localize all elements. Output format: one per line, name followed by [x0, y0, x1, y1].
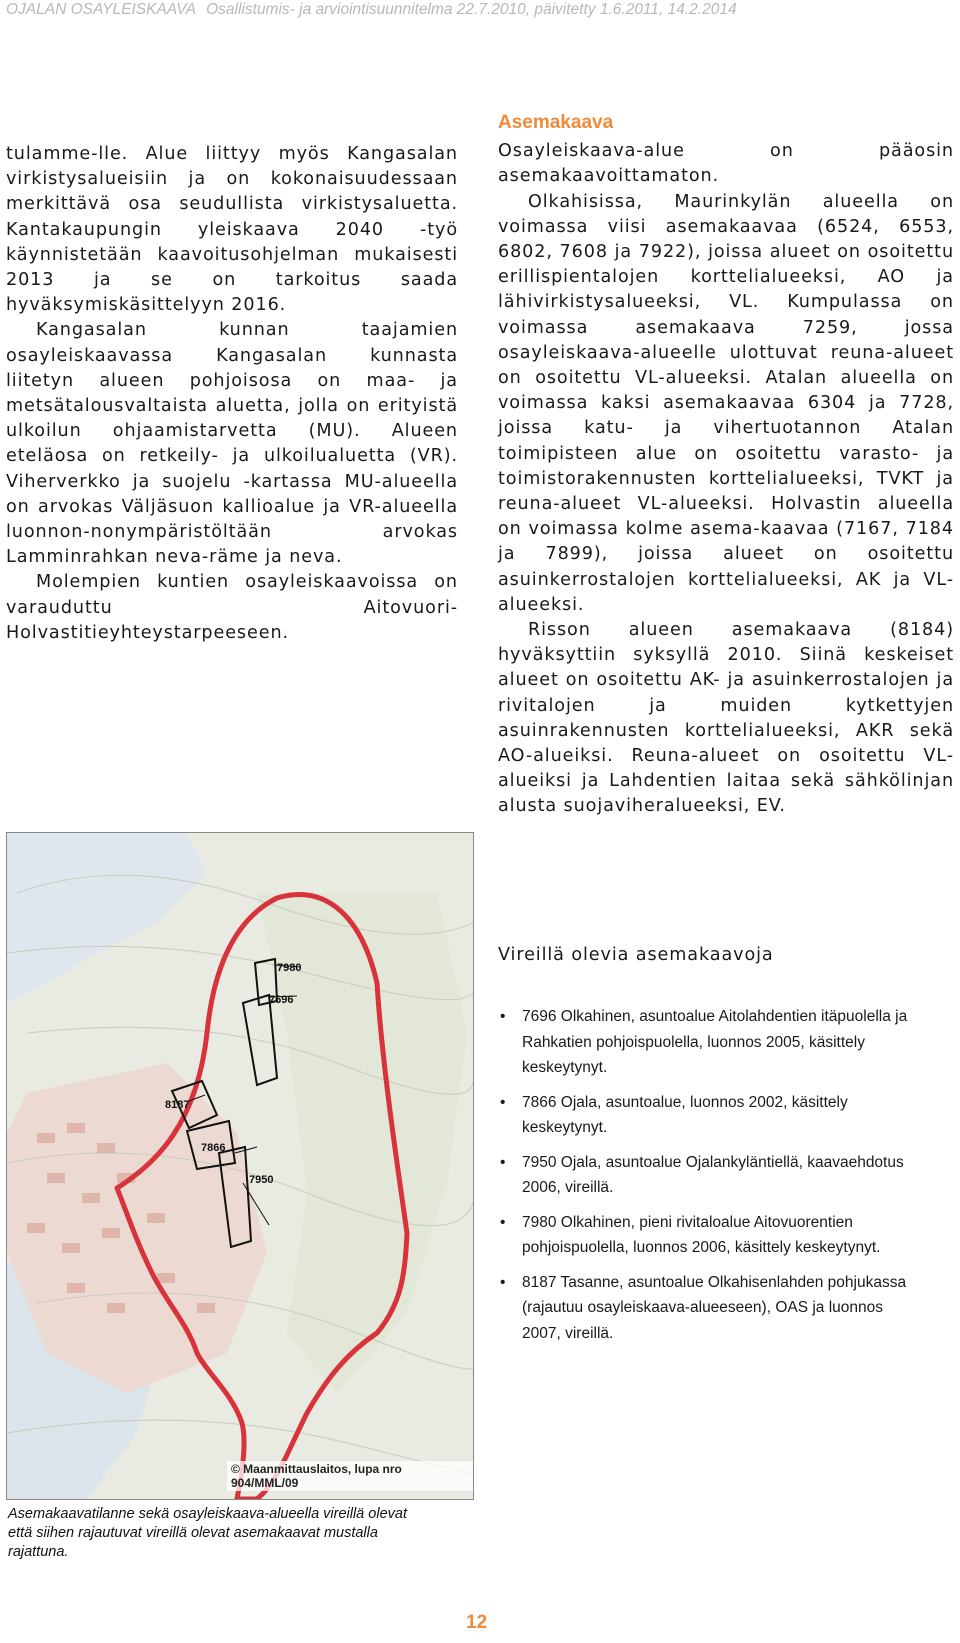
list-item-text: 8187 Tasanne, asuntoalue Olkahisenlahden pohjukassa (rajautuu osayleiskaava-alueeseen), OAS ja luonnos 2007, vireillä.: [522, 1273, 907, 1342]
map-label-7950: 7950: [249, 1174, 274, 1186]
map-credit: © Maanmittauslaitos, lupa nro 904/MML/09: [227, 1461, 473, 1491]
map-label-7696: 7696: [269, 994, 294, 1006]
bullet-icon: •: [500, 1008, 506, 1025]
section-heading-asemakaava: Asemakaava: [498, 112, 614, 133]
bullet-icon: •: [500, 1153, 506, 1171]
list-item: [498, 1090, 918, 1141]
right-paragraph-3: Risson alueen asemakaava (8184) hyväksyttiin syksyllä 2010. Siinä keskeiset alueet on osoitettu AK- ja asuinkerrostalojen ja rivitalojen ja muiden kytkettyjen asuinrakennusten korttelialueeksi, AKR sekä AO-alueiksi. Reuna-alueet on osoitettu VL-alueiksi ja Lahdentien laitaa sekä sähkölinjan alusta suojaviheralueeksi, EV.: [498, 620, 954, 817]
page-number: 12: [466, 1612, 488, 1633]
running-header: [6, 1, 956, 19]
list-item: [498, 1270, 918, 1347]
left-paragraph-1: tulamme-lle. Alue liittyy myös Kangasalan virkistysalueisiin ja on kokonaisuudessaan merkittävä osa seudullista virkistysaluetta. Kantakaupungin yleiskaava 2040 -työ käynnistetään kaavoitusohjelman mukaisesti 2013 ja se on tarkoitus saada hyväksymiskäsittelyyn 2016.: [6, 144, 458, 316]
map-label-7866: 7866: [201, 1142, 226, 1154]
bullet-icon: •: [500, 1273, 506, 1291]
list-item-text: 7950 Ojala, asuntoalue Ojalankyläntiellä, kaavaehdotus 2006, vireillä.: [522, 1153, 904, 1196]
map-caption: Asemakaavatilanne sekä osayleiskaava-alueella vireillä olevat että siihen rajautuvat vireillä olevat asemakaavat mustalla rajattuna.: [8, 1506, 407, 1560]
pending-plans-list: [498, 1004, 918, 1355]
right-paragraph-1: Osayleiskaava-alue on pääosin asemakaavoittamaton.: [498, 141, 954, 187]
list-item: [498, 1210, 918, 1261]
pending-plans-title: Vireillä olevia asemakaavoja: [498, 945, 774, 965]
map-label-8187: 8187: [165, 1099, 190, 1111]
map-graphic: [7, 833, 473, 1499]
left-paragraph-3: Molempien kuntien osayleiskaavoissa on varauduttu Aitovuori-Holvastitieyhteystarpeeseen.: [6, 572, 458, 643]
list-item: [498, 1150, 918, 1201]
document-subtitle: Osallistumis- ja arviointisuunnitelma 22.7.2010, päivitetty 1.6.2011, 14.2.2014: [206, 1, 737, 18]
bullet-icon: •: [500, 1213, 506, 1231]
list-item-text: 7866 Ojala, asuntoalue, luonnos 2002, käsittely keskeytynyt.: [522, 1093, 848, 1136]
list-item-text: 7980 Olkahinen, pieni rivitaloalue Aitovuorentien pohjoispuolella, luonnos 2006, käsittely keskeytynyt.: [522, 1213, 881, 1256]
list-item-text: 7696 Olkahinen, asuntoalue Aitolahdentien itäpuolella ja Rahkatien pohjoispuolella, luonnos 2005, käsittely keskeytynyt.: [522, 1008, 908, 1076]
right-paragraph-2: Olkahisissa, Maurinkylän alueella on voimassa viisi asemakaavaa (6524, 6553, 6802, 7608 ja 7922), joissa alueet on osoitettu erillispientalojen korttelialueeksi, AO ja lähivirkistysalueeksi, VL. Kumpulassa on voimassa asemakaava 7259, jossa osayleiskaava-alueelle ulottuvat reuna-alueet on osoitettu VL-alueeksi. Atalan alueella on voimassa kaksi asemakaavaa 6304 ja 7728, joissa katu- ja vihertuotannon Atalan toimipisteen alue on osoitettu varasto- ja toimistorakennusten korttelialueeksi, TVKT ja reuna-alueet VL-alueeksi. Holvastin alueella on voimassa kolme asema-kaavaa (7167, 7184 ja 7899), joissa alueet on osoitettu asuinkerrostalojen korttelialueeksi, AK ja VL-alueeksi.: [498, 191, 954, 615]
bullet-icon: •: [500, 1093, 506, 1111]
zoning-map: [6, 832, 474, 1500]
left-column: [6, 142, 458, 646]
right-column: [498, 110, 954, 820]
left-paragraph-2: Kangasalan kunnan taajamien osayleiskaavassa Kangasalan kunnasta liitetyn alueen pohjoisosa on maa- ja metsätalousvaltaista aluetta, jolla on erityistä ulkoilun ohjaamistarvetta (MU). Alueen eteläosa on retkeily- ja ulkoilualuetta (VR). Viherverkko ja suojelu -kartassa MU-alueella on arvokas Väljäsuon kallioalue ja VR-alueella luonnon-nonympäristöltään arvokas Lamminrahkan neva-räme ja neva.: [6, 320, 458, 568]
map-label-7980: 7980: [277, 962, 302, 974]
document-title: OJALAN OSAYLEISKAAVA: [6, 1, 197, 18]
list-item: [498, 1004, 918, 1081]
